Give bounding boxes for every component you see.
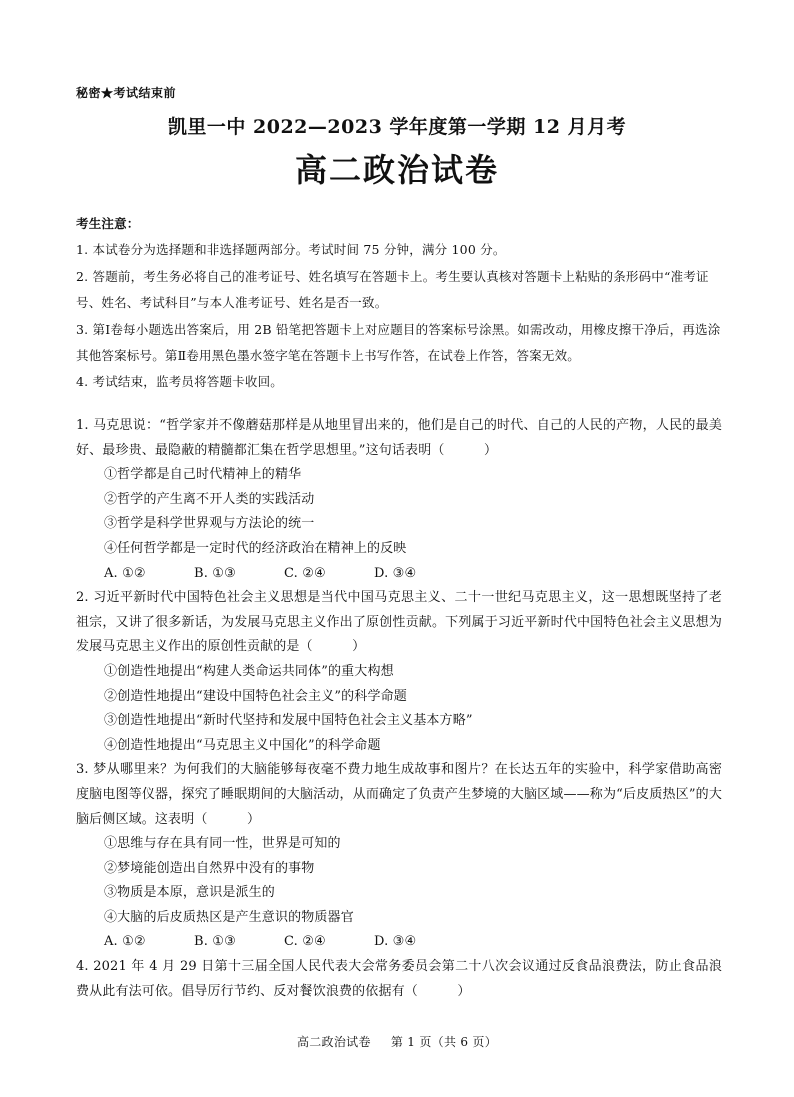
page-footer: [0, 1033, 794, 1050]
choice-d: D. ③④: [374, 565, 417, 581]
question-4: [76, 955, 722, 1004]
question-list: [76, 414, 722, 1004]
statement-option: ③物质是本原，意识是派生的: [104, 885, 275, 901]
statement-option: ②哲学的产生离不开人类的实践活动: [104, 491, 315, 507]
statement-option: ②创造性地提出“建设中国特色社会主义”的科学命题: [104, 688, 407, 704]
choice-d: D. ③④: [374, 934, 417, 950]
footer-subject: 高二政治试卷: [296, 1035, 371, 1049]
choice-c: C. ②④: [284, 565, 326, 581]
statement-option: ①创造性地提出“构建人类命运共同体”的重大构想: [104, 663, 394, 679]
statement-option: ③创造性地提出“新时代坚持和发展中国特色社会主义基本方略”: [104, 713, 473, 729]
statement-option: ④任何哲学都是一定时代的经济政治在精神上的反映: [104, 540, 407, 556]
question-3: [76, 758, 722, 955]
subject-title: 高二政治试卷: [294, 151, 499, 189]
notice-item: 4. 考试结束，监考员将答题卡收回。: [76, 374, 284, 390]
question-2: [76, 586, 722, 758]
choice-a: A. ①②: [104, 934, 146, 950]
statement-option: ②梦境能创造出自然界中没有的事物: [104, 860, 315, 876]
notice-item: 3. 第Ⅰ卷每小题选出答案后，用 2B 铅笔把答题卡上对应题目的答案标号涂黑。如需改动，用橡皮擦干净后，再选涂其他答案标号。第Ⅱ卷用黑色墨水签字笔在答题卡上书写作答，在试卷上作答，答案无效。: [76, 321, 721, 364]
choice-c: C. ②④: [284, 934, 326, 950]
statement-option: ①哲学都是自己时代精神上的精华: [104, 467, 302, 483]
notice-item: 2. 答题前，考生务必将自己的准考证号、姓名填写在答题卡上。考生要认真核对答题卡上粘贴的条形码中“准考证号、姓名、考试科目”与本人准考证号、姓名是否一致。: [76, 268, 709, 311]
question-stem: 4. 2021 年 4 月 29 日第十三届全国人民代表大会常务委员会第二十八次会议通过反食品浪费法，防止食品浪费从此有法可依。倡导厉行节约、反对餐饮浪费的依据有（ ）: [76, 959, 722, 999]
exam-title: 凯里一中 2022—2023 学年度第一学期 12 月月考: [167, 116, 627, 138]
question-stem: 3. 梦从哪里来？为何我们的大脑能够每夜毫不费力地生成故事和图片？在长达五年的实验中，科学家借助高密度脑电图等仪器，探究了睡眠期间的大脑活动，从而确定了负责产生梦境的大脑区域——称为“后皮质热区”的大脑后侧区域。这表明（ ）: [76, 762, 722, 827]
answer-choices: [76, 930, 722, 955]
choice-b: B. ①③: [194, 934, 236, 950]
notice-heading: 考生注意：: [76, 216, 140, 231]
candidate-notice: [76, 211, 724, 396]
statement-option: ④大脑的后皮质热区是产生意识的物质器官: [104, 909, 354, 925]
statement-option: ④创造性地提出“马克思主义中国化”的科学命题: [104, 737, 381, 753]
secret-mark: 秘密★考试结束前: [76, 86, 177, 100]
question-stem: 1. 马克思说：“哲学家并不像蘑菇那样是从地里冒出来的，他们是自己的时代、自己的人民的产物，人民的最美好、最珍贵、最隐蔽的精髓都汇集在哲学思想里。”这句话表明（ ）: [76, 418, 722, 458]
question-1: [76, 414, 722, 586]
question-stem: 2. 习近平新时代中国特色社会主义思想是当代中国马克思主义、二十一世纪马克思主义，这一思想既坚持了老祖宗，又讲了很多新话，为发展马克思主义作出了原创性贡献。下列属于习近平新时代中国特色社会主义思想为发展马克思主义作出的原创性贡献的是（ ）: [76, 590, 722, 655]
statement-option: ③哲学是科学世界观与方法论的统一: [104, 516, 315, 532]
statement-option: ①思维与存在具有同一性，世界是可知的: [104, 836, 341, 852]
choice-b: B. ①③: [194, 565, 236, 581]
choice-a: A. ①②: [104, 565, 146, 581]
notice-item: 1. 本试卷分为选择题和非选择题两部分。考试时间 75 分钟，满分 100 分。: [76, 242, 506, 258]
footer-page-number: 第 1 页（共 6 页）: [390, 1035, 498, 1049]
answer-choices: [76, 562, 722, 587]
